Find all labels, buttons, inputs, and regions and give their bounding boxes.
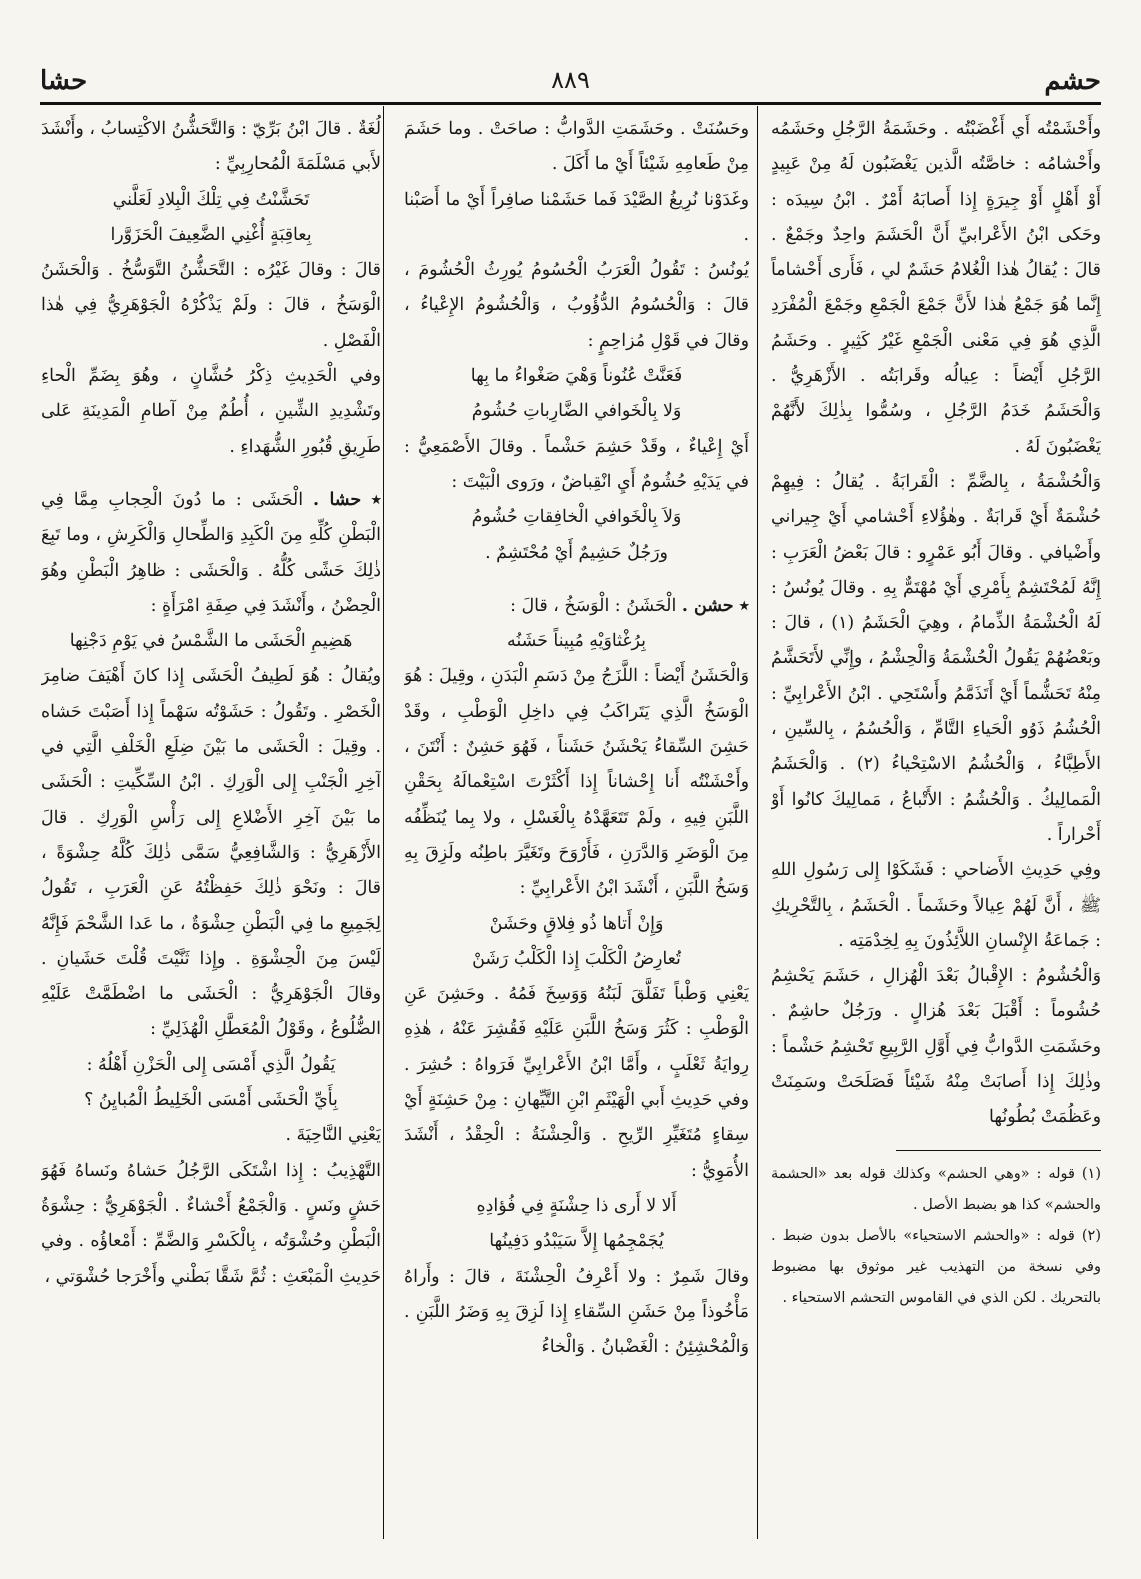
column-middle — [404, 112, 749, 1539]
footnote-1: (١) قوله : «وهي الحشم» وكذلك قوله بعد «الحشمة والحشم» كذا هو بضبط الأصل . — [771, 1165, 1101, 1213]
entry-text: الْحَشَنُ : الْوَسَخُ ، قالَ : — [510, 595, 677, 616]
verse-line: وَلا بِالْخَوافي الضَّارِباتِ حُشُومُ — [471, 401, 682, 422]
verse-line: تَحَشَّنْتُ فِي تِلْكَ الْبِلادِ لَعَلَّني — [112, 189, 310, 210]
column-right — [771, 112, 1101, 1539]
paragraph: لُغَةٌ . قالَ ابْنُ بَرِّيّ : وَالتَّحَشُّنُ الاكْتِسابُ ، وأَنْشَدَ لأَبي مَسْلَمَةَ الْمُحارِبِيِّ : — [41, 119, 381, 175]
entry-hasha — [41, 483, 381, 624]
paragraph: التَّهْذِيبُ : إِذا اشْتَكَى الرَّجُلُ حَشاهُ ونَساهُ فَهُوَ حَشٍ ونَسٍ . وَالْجَمْعُ أَحْشاءٌ . الْجَوْهَرِيُّ : حِشْوَةُ الْبَطْنِ وحُشْوَتُه ، بِالْكَسْرِ وَالضَّمِّ : أَمْعاؤُه . وفي حَدِيثِ الْمَبْعَثِ : ثُمَّ شَقَّا بَطْني وأَخْرَجا حُشْوَتي ، — [41, 1160, 381, 1287]
entry-hashn — [404, 589, 749, 624]
column-left — [41, 112, 381, 1539]
paragraph: يُونُسُ : تَقُولُ الْعَرَبُ الْحُسُومُ يُورِثُ الْحُشُومَ ، قالَ : وَالْحُسُومُ الدُّؤُوبُ ، وَالْحُشُومُ الإِعْياءُ ، وقالَ في قَوْلِ مُزاحِمٍ : — [404, 260, 749, 351]
verse-line: وَلاَ بِالْخَوافي الْخافِقاتِ حُشُومُ — [471, 507, 682, 528]
running-headword-left: حشا — [40, 66, 88, 96]
header-rule — [40, 102, 1101, 105]
paragraph: ويُقالُ : هُوَ لَطِيفُ الْحَشَى إِذا كانَ أَهْيَفَ ضامِرَ الْخَصْرِ . وتَقُولُ : حَشَوْتُه سَهْماً إِذا أَصَبْتَ حَشاه . وقِيلَ : الْحَشَى ما بَيْنَ ضِلَعِ الْخَلْفِ الَّتِي في آخِرِ الْجَنْبِ إِلى الْوَرِكِ . ابْنُ السِّكِّيتِ : الْحَشَى ما بَيْنَ آخِرِ الأَضْلاعِ إِلى رَأْسِ الْوَرِكِ . قالَ الأَزْهَرِيُّ : وَالشَّافِعِيُّ سَمَّى ذٰلِكَ كُلَّهُ حِشْوَةً ، قالَ : ونَحْوَ ذٰلِكَ حَفِظْتُهُ عَنِ الْعَرَبِ ، تَقُولُ لِجَمِيعِ ما فِي الْبَطْنِ حِشْوَةٌ ، ما عَدا الشَّحْمَ فَإِنَّهُ لَيْسَ مِنَ الْحِشْوَةِ . وإِذا ثَنَّيْتَ قُلْتَ حَشَيانِ . وقالَ الْجَوْهَرِيُّ : الْحَشَى ما اضْطَمَّتْ عَلَيْهِ الضُّلُوعُ ، وقَوْلُ الْمُعَطَّلِ الْهُذَلِيِّ : — [41, 666, 381, 1040]
footnote-separator — [896, 1150, 1101, 1151]
paragraph: قالَ : وقالَ غَيْرُه : التَّحَشُّنُ التَّوَسُّخُ . وَالْحَشَنُ الْوَسَخُ ، قالَ : ولَمْ يَذْكُرْهُ الْجَوْهَرِيُّ فِي هٰذا الْفَصْلِ . — [41, 260, 381, 351]
column-divider-left — [383, 106, 384, 1539]
paragraph: أَيْ إِعْياءٌ ، وقَدْ حَشِمَ حَشْماً . وقالَ الأَصْمَعِيُّ : في يَدَيْهِ حُشُومٌ أَيِ انْقِباضٌ ، ورَوى الْبَيْتَ : — [404, 436, 749, 492]
running-headword-right: حشم — [1044, 66, 1101, 96]
verse-line: بِأَيِّ الْحَشَى أَمْسَى الْخَلِيطُ الْمُبايِنُ ؟ — [84, 1090, 338, 1111]
paragraph: وَالْحُشُومُ : الإِقْبالُ بَعْدَ الْهُزالِ ، حَشَمَ يَحْشِمُ حُشُوماً : أَقْبَلَ بَعْدَ هُزالٍ . ورَجُلٌ حاشِمٌ . وحَشَمَتِ الدَّوابُّ فِي أَوَّلِ الرَّبِيعِ تَحْشِمُ حَشْماً : وذٰلِكَ إِذا أَصابَتْ مِنْهُ شَيْئاً فَصَلَحَتْ وسَمِنَتْ وعَظُمَتْ بُطُونُها — [771, 966, 1101, 1128]
paragraph: وغَدَوْنا نُرِيغُ الصَّيْدَ فَما حَشَمْنا صافِراً أَيْ ما أَصَبْنا . — [404, 189, 749, 245]
entry-text: الْحَشَى : ما دُونَ الْحِجابِ مِمَّا فِي الْبَطْنِ كُلِّهِ مِنَ الْكَبِدِ وَالطِّحالِ وَالْكَرِشِ ، وما تَبِعَ ذٰلِكَ حَشًى كُلُّهُ . وَالْحَشَى : ظاهِرُ الْبَطْنِ وهُوَ الْحِضْنُ ، وأَنْشَدَ فِي صِفَةِ امْرَأَةٍ : — [41, 489, 381, 616]
verse-line: ورَجُلٌ حَشِيمٌ أَيْ مُحْتَشِمٌ . — [485, 542, 668, 563]
column-divider-right — [757, 106, 758, 1539]
footnote-2: (٢) قوله : «والحشم الاستحياء» بالأصل بدون ضبط . وفي نسخة من التهذيب غير موثوق بها مضبوط بالتحريك . لكن الذي في القاموس التحشم الاستحياء . — [771, 1227, 1101, 1306]
paragraph: وَالْحُشْمَةُ ، بِالضَّمِّ : الْقَرابَةُ . يُقالُ : فِيهِمْ حُشْمَةٌ أَيْ قَرابَةٌ . وهٰؤُلاءِ أَحْشامي أَيْ جِيراني وأَضْيافي . وقالَ أَبُو عَمْرٍو : قالَ بَعْضُ الْعَرَبِ : إِنَّهُ لَمُحْتَشِمٌ بِأَمْرِي أَيْ مُهْتَمٌّ بِهِ . وقالَ يُونُسُ : لَهُ الْحُشْمَةُ الذِّمامُ ، وهِيَ الْحَشَمُ (١) ، قالَ : وبَعْضُهُمْ يَقُولُ الْحُشْمَةُ وَالْحِشْمُ ، وإِنِّي لأَتَحَشَّمُ مِنْهُ تَحَشُّماً أَيْ أَتَذَمَّمُ وأَسْتَحِي . ابْنُ الأَعْرابِيِّ : الْحُشُمُ ذَوُو الْحَياءِ التَّامِّ ، وَالْحُسُمُ ، بِالسِّينِ ، الأَطِبَّاءُ ، وَالْحُشُمُ الاسْتِحْياءُ (٢) . وَالْحَشَمُ الْمَمالِيكُ . وَالْحُشُمُ : الأَتْباعُ ، مَمالِيكَ كانُوا أَوْ أَحْراراً . — [771, 471, 1101, 845]
verse-line: بِرُغْثاوَيْهِ مُبِيناً حَشَنُه — [507, 631, 646, 652]
paragraph: وفِي حَدِيثِ الأَضاحي : فَشَكَوْا إِلى رَسُولِ اللهِ ﷺ ، أَنَّ لَهُمْ عِيالاً وحَشَماً . الْحَشَمُ ، بِالتَّحْرِيكِ : جَماعَةُ الإِنْسانِ اللاَّئِذُونَ بِهِ لِخِدْمَتِه . — [771, 860, 1101, 951]
paragraph: وفي الْحَدِيثِ ذِكْرُ حُشَّانٍ ، وهُوَ بِضَمِّ الْحاءِ وتَشْدِيدِ الشِّينِ ، أُطُمٌ مِنْ آطامِ الْمَدِينَةِ عَلى طَرِيقِ قُبُورِ الشُّهَداءِ . — [41, 366, 381, 457]
paragraph: يَعْنِي وَطْباً تَفَلَّقَ لَبَنُهُ وَوَسِخَ فَمُهُ . وحَشِنَ عَنِ الْوَطْبِ : كَثُرَ وَسَخُ اللَّبَنِ عَلَيْهِ فَقُشِرَ عَنْهُ ، هٰذِهِ رِوايَةُ ثَعْلَبٍ ، وأَمَّا ابْنُ الأَعْرابِيِّ فَرَواهُ : حُشِرَ . وفي حَدِيثِ أَبي الْهَيْثَمِ ابْنِ التَّيِّهانِ : مِنْ حَشِنَةٍ أَيْ سِقاءٍ مُتَغَيِّرِ الرِّيحِ . وَالْحِشْنَةُ : الْحِقْدُ ، أَنْشَدَ الأُمَوِيُّ : — [404, 984, 749, 1181]
verse-line: وَإِنْ أَتاها ذُو فِلاقٍ وحَشَنْ — [489, 913, 664, 934]
verse-line: هَضِيمِ الْحَشَى ما الشَّمْسُ في يَوْمِ دَجْنِها — [69, 631, 353, 652]
verse-line: أَلا لا أَرى ذا حِشْنَةٍ فِي فُؤادِهِ — [476, 1195, 677, 1216]
verse-line: يَقُولُ الَّذِي أَمْسَى إِلى الْحَزْنِ أَهْلُهُ : — [86, 1054, 336, 1075]
entry-headword: ٭ حشا . — [313, 489, 381, 510]
paragraph: وَالْحَشَنُ أَيْضاً : اللَّزَجُ مِنْ دَسَمِ الْبَدَنِ ، وقِيلَ : هُوَ الْوَسَخُ الَّذِي يَتَراكَبُ فِي داخِلِ الْوَطْبِ ، وقَدْ حَشِنَ السِّقاءُ يَحْشَنُ حَشَناً ، فَهُوَ حَشِنٌ : أَنْتَنَ ، وأَحْشَنْتُه أَنا إِحْشاناً إِذا أَكْثَرْتَ اسْتِعْمالَهُ بِحَقْنِ اللَّبَنِ فِيهِ ، ولَمْ تَتَعَهَّدْهُ بِالْغَسْلِ ، ولا بِما يُنَظِّفُه مِنَ الْوَضَرِ وَالدَّرَنِ ، فَأَرْوَحَ وتَغَيَّرَ باطِنُه ولَزِقَ بِهِ وَسَخُ اللَّبَنِ ، أَنْشَدَ ابْنُ الأَعْرابِيِّ : — [404, 666, 749, 899]
verse-line: بِعاقِبَةٍ أُغْنِي الضَّعِيفَ الْحَزَوَّرا — [110, 224, 312, 245]
page-header — [40, 60, 1101, 100]
paragraph: يَعْنِي النَّاحِيَةَ . — [285, 1125, 381, 1146]
verse-line: يُجَمْجِمُها إِلاَّ سَيَبْدُو دَفِينُها — [489, 1231, 664, 1252]
entry-headword: ٭ حشن . — [681, 595, 749, 616]
page-number: ٨٨٩ — [551, 66, 590, 94]
paragraph: وأَحْشَمْتُه أَي أَغْضَبْتُه . وحَشَمَةُ الرَّجُلِ وحَشَمُه وأَحْشامُه : خاصَّتُه الَّذين يَغْضَبُون لَهُ مِنْ عَبِيدٍ أَوْ أَهْلٍ أَوْ جِيرَةٍ إِذا أَصابَهُ أَمْرٌ . ابْنُ سِيدَه : وحَكى ابْنُ الأَعْرابيِّ أَنَّ الْحَشَمَ واحِدٌ وجَمْعٌ . قالَ : يُقالُ هٰذا الْغُلامُ حَشَمٌ لي ، فَأَرى أَحْشاماً إِنَّما هُوَ جَمْعُ هٰذا لأَنَّ جَمْعَ الْجَمْعِ وجَمْعَ الْمُفْرَدِ الَّذِي هُوَ فِي مَعْنى الْجَمْعِ غَيْرُ كَثِيرٍ . وحَشَمُ الرَّجُلِ أَيْضاً : عِيالُه وقَرابَتُه . الأَزْهَرِيُّ . وَالْحَشَمُ خَدَمُ الرَّجُلِ ، وسُمُّوا بِذٰلِكَ لأَنَّهُمْ يَغْضَبُونَ لَهُ . — [771, 119, 1101, 457]
verse-line: تُعارِضُ الْكَلْبَ إِذا الْكَلْبُ رَشَنْ — [472, 948, 681, 969]
paragraph: وحَسُنَتْ . وحَشَمَتِ الدَّوابُّ : صاحَتْ . وما حَشَمَ مِنْ طَعامِهِ شَيْئاً أَيْ ما أَكَلَ . — [404, 119, 749, 175]
verse-line: فَعَنَّتْ عُنُوناً وَهْيَ صَغْواءُ ما بِها — [470, 366, 683, 387]
paragraph: وقالَ شَمِرٌ : ولا أَعْرِفُ الْحِشْنَةَ ، قالَ : وأَراهُ مَأْخُوذاً مِنْ حَشَنِ السِّقاءِ إِذا لَزِقَ بِهِ وَضَرُ اللَّبَنِ . وَالْمُحْشِئِنُ : الْغَضْبانُ . وَالْخاءُ — [404, 1266, 749, 1358]
